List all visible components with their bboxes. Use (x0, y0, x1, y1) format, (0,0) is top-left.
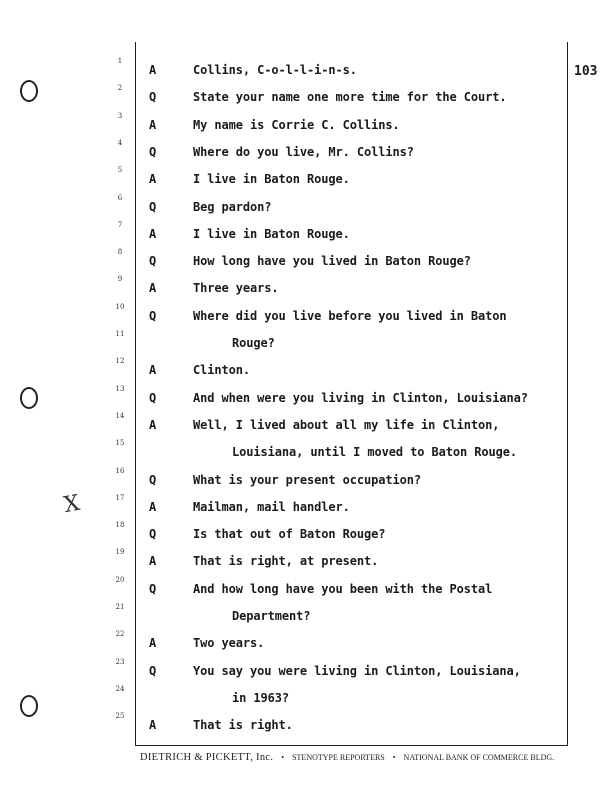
speaker-label: A (149, 172, 157, 187)
line-number: 20 (115, 575, 125, 584)
transcript-line: I live in Baton Rouge. (193, 226, 350, 241)
punch-hole-bottom (20, 695, 38, 717)
line-number: 9 (117, 275, 123, 284)
footer-firm: DIETRICH & PICKETT, Inc. (140, 752, 274, 763)
line-number: 23 (115, 657, 125, 666)
line-number: 14 (115, 411, 125, 420)
transcript-line: Beg pardon? (193, 199, 272, 214)
transcript-line: How long have you lived in Baton Rouge? (193, 254, 471, 269)
transcript-line: I live in Baton Rouge. (193, 172, 350, 187)
footer-address: NATIONAL BANK OF COMMERCE BLDG. (403, 753, 555, 762)
transcript-line: Mailman, mail handler. (193, 499, 350, 514)
line-number: 18 (115, 521, 125, 530)
right-margin-rule (567, 42, 568, 746)
bottom-rule (135, 745, 568, 746)
line-number: 12 (115, 357, 125, 366)
speaker-label: A (149, 718, 157, 733)
line-number: 21 (115, 603, 125, 611)
transcript-continuation: Department? (232, 609, 311, 623)
transcript-line: Where did you live before you lived in Baton (193, 308, 507, 323)
speaker-label: A (149, 63, 157, 77)
speaker-label: Q (149, 663, 157, 678)
line-number: 19 (115, 548, 125, 557)
transcript-line: Where do you live, Mr. Collins? (193, 144, 414, 159)
speaker-label: Q (149, 144, 157, 159)
line-number: 22 (115, 630, 125, 639)
transcript-line: What is your present occupation? (193, 472, 421, 487)
line-number: 24 (115, 684, 125, 693)
line-number: 3 (117, 111, 123, 120)
left-margin-rule (135, 42, 136, 746)
speaker-label: Q (149, 581, 157, 596)
speaker-label: A (149, 417, 157, 432)
line-number: 6 (117, 193, 123, 202)
speaker-label: A (149, 226, 157, 241)
speaker-label: Q (149, 90, 157, 105)
line-number: 7 (117, 220, 123, 229)
punch-hole-top (20, 80, 38, 102)
line-number: 8 (117, 248, 123, 257)
transcript-line: Two years. (193, 636, 265, 651)
speaker-label: Q (149, 390, 157, 405)
transcript-line: Collins, C-o-l-l-i-n-s. (193, 63, 357, 77)
margin-mark: X (61, 490, 82, 519)
footer-separator: • (392, 753, 396, 762)
speaker-label: Q (149, 472, 157, 487)
line-number: 16 (115, 466, 125, 475)
line-number: 5 (117, 166, 123, 175)
transcript-line: Clinton. (193, 363, 250, 378)
transcript-line: State your name one more time for the Court. (193, 90, 507, 105)
speaker-label: A (149, 281, 157, 296)
transcript-line: Is that out of Baton Rouge? (193, 527, 386, 542)
transcript-line: And how long have you been with the Postal (193, 581, 493, 596)
footer-service: STENOTYPE REPORTERS (292, 753, 385, 762)
line-number: 15 (115, 439, 125, 448)
transcript-continuation: Louisiana, until I moved to Baton Rouge. (232, 445, 517, 460)
speaker-label: A (149, 554, 157, 569)
speaker-label: A (149, 363, 157, 378)
transcript-continuation: Rouge? (232, 336, 275, 350)
reporter-footer (140, 752, 560, 763)
speaker-label: A (149, 117, 157, 132)
speaker-label: Q (149, 527, 157, 542)
transcript-line: Well, I lived about all my life in Clinton, (193, 417, 500, 432)
punch-hole-middle (20, 387, 38, 409)
line-number: 25 (115, 712, 125, 721)
line-number: 11 (115, 330, 125, 338)
speaker-label: A (149, 499, 157, 514)
line-number: 4 (117, 138, 123, 147)
line-number: 1 (117, 57, 123, 65)
transcript-continuation: in 1963? (232, 690, 289, 705)
line-number: 2 (117, 84, 123, 93)
transcript-line: You say you were living in Clinton, Louisiana, (193, 663, 521, 678)
transcript-line: My name is Corrie C. Collins. (193, 117, 400, 132)
speaker-label: Q (149, 254, 157, 269)
footer-separator: • (281, 753, 285, 762)
transcript-line: That is right, at present. (193, 554, 379, 569)
transcript-line: Three years. (193, 281, 279, 296)
line-number: 13 (115, 384, 125, 393)
transcript-line: And when were you living in Clinton, Louisiana? (193, 390, 528, 405)
line-number: 17 (115, 493, 125, 502)
transcript-line: That is right. (193, 718, 293, 733)
page-number: 103 (574, 64, 598, 79)
speaker-label: Q (149, 199, 157, 214)
line-number: 10 (115, 302, 125, 311)
speaker-label: A (149, 636, 157, 651)
speaker-label: Q (149, 308, 157, 323)
